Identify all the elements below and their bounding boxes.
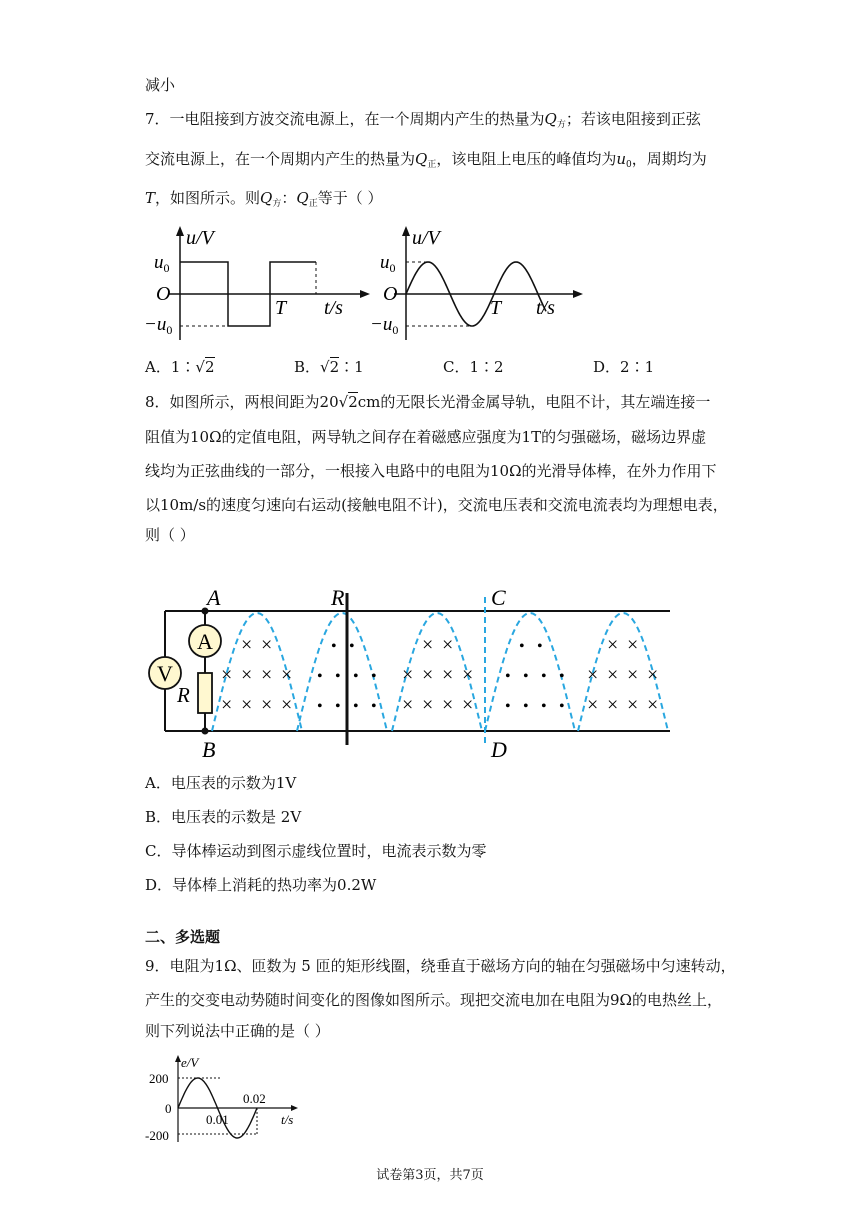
q7-Q-symbol: Q — [544, 110, 557, 128]
q9-line3: 则下列说法中正确的是（ ） — [145, 1022, 330, 1040]
cross-symbol: × — [241, 634, 253, 656]
q7-line2 — [145, 148, 707, 170]
q7-line1-post: ；若该电阻接到正弦 — [565, 110, 701, 128]
u0-main: u — [380, 252, 390, 273]
page-footer: 试卷第3页，共7页 — [376, 1168, 484, 1183]
y-label-200: 200 — [149, 1071, 169, 1086]
t-label-001: 0.01 — [206, 1112, 229, 1127]
square-wave-figure — [140, 222, 370, 342]
emf-graph-figure — [143, 1052, 303, 1144]
label-R-rod: R — [331, 585, 345, 610]
cross-symbol: × — [221, 664, 233, 686]
dot-symbol: • — [541, 698, 547, 715]
neg-u0-main: −u — [370, 314, 393, 335]
dot-symbol: • — [519, 638, 525, 655]
cross-symbol: × — [281, 694, 293, 716]
carryover-text: 减小 — [145, 76, 176, 94]
label-D: D — [491, 737, 507, 760]
dot-symbol: • — [559, 698, 565, 715]
cross-symbol: × — [627, 694, 639, 716]
q7-option-a-radicand: 2 — [204, 358, 215, 376]
t-label-002: 0.02 — [243, 1091, 266, 1106]
q7-line2-mid: ，该电阻上电压的峰值均为 — [436, 150, 617, 168]
cross-symbol: × — [587, 664, 599, 686]
neg-u0-label — [144, 314, 172, 337]
q7-ratio: ： — [281, 189, 297, 207]
dot-symbol: • — [331, 638, 337, 655]
q7-sub-fang: 方 — [556, 120, 566, 130]
dot-symbol: • — [505, 698, 511, 715]
cross-symbol: × — [587, 694, 599, 716]
q7-sub-zheng: 正 — [427, 160, 437, 170]
q8-option-d[interactable]: D．导体棒上消耗的热功率为0.2W — [145, 876, 377, 894]
cross-symbol: × — [627, 634, 639, 656]
origin-label: O — [383, 283, 398, 305]
y-axis-arrow — [176, 226, 184, 236]
cross-symbol: × — [422, 694, 434, 716]
q8-line4: 以10m/s的速度匀速向右运动(接触电阻不计)，交流电压表和交流电流表均为理想电表， — [145, 496, 728, 514]
q8-line5: 则（ ） — [145, 526, 195, 544]
q9-line1: 9．电阻为1Ω、匝数为 5 匝的矩形线圈，绕垂直于磁场方向的轴在匀强磁场中匀速转动， — [145, 957, 736, 975]
T-label: T — [275, 297, 287, 319]
cross-symbol: × — [221, 694, 233, 716]
voltmeter-label: V — [157, 661, 173, 686]
dot-symbol: • — [559, 668, 565, 685]
q7-option-d[interactable]: D．2∶1 — [593, 358, 655, 376]
q8-dist-radicand: 2 — [348, 393, 358, 411]
neg-u0-sub: 0 — [392, 323, 399, 337]
q7-option-b-pre: B． — [294, 358, 321, 376]
cross-symbol: × — [607, 634, 619, 656]
dot-symbol: • — [349, 638, 355, 655]
q7-line2-pre: 交流电源上，在一个周期内产生的热量为 — [145, 150, 416, 168]
label-A: A — [207, 585, 221, 610]
q7-T-symbol: T — [145, 189, 156, 207]
u0-main: u — [154, 252, 164, 273]
q7-line1-pre: 7．一电阻接到方波交流电源上，在一个周期内产生的热量为 — [145, 110, 545, 128]
cross-symbol: × — [281, 664, 293, 686]
q7-option-b[interactable] — [294, 356, 364, 377]
sqrt-icon: √ — [338, 393, 349, 411]
cross-symbol: × — [607, 694, 619, 716]
q7-option-b-post: ∶1 — [339, 358, 364, 376]
rail-circuit-figure — [145, 585, 675, 760]
axis-label-u: u/V — [186, 227, 214, 249]
neg-u0-label — [370, 314, 398, 337]
q7-Q-fang: Q — [260, 189, 273, 207]
dot-symbol: • — [317, 698, 323, 715]
dot-symbol: • — [353, 668, 359, 685]
axis-label-e: e/V — [181, 1055, 199, 1070]
dot-symbol: • — [505, 668, 511, 685]
cross-symbol: × — [627, 664, 639, 686]
cross-symbol: × — [647, 664, 659, 686]
cross-symbol: × — [241, 694, 253, 716]
u0-label — [380, 252, 396, 275]
dot-symbol: • — [537, 638, 543, 655]
t-axis-label: t/s — [281, 1112, 294, 1127]
dot-symbol: • — [541, 668, 547, 685]
q7-line1 — [145, 108, 701, 130]
section-heading: 二、多选题 — [145, 928, 221, 946]
q7-option-a[interactable] — [145, 356, 215, 377]
T-label: T — [490, 297, 502, 319]
q7-line3 — [145, 187, 382, 209]
cross-symbol: × — [422, 634, 434, 656]
q7-Q-zheng: Q — [296, 189, 309, 207]
sine-wave-figure — [368, 222, 583, 342]
label-C: C — [491, 585, 506, 610]
q7-sub-fang-2: 方 — [272, 199, 282, 209]
sqrt-icon: √ — [195, 358, 205, 376]
neg-u0-sub: 0 — [166, 323, 173, 337]
q8-dist-num: 20 — [319, 393, 339, 411]
cross-symbol: × — [261, 694, 273, 716]
q8-line1-pre: 8．如图所示，两根间距为 — [145, 393, 320, 411]
q7-u0-sub: 0 — [626, 160, 632, 170]
dot-symbol: • — [523, 698, 529, 715]
dot-symbol: • — [353, 698, 359, 715]
cross-symbol: × — [442, 694, 454, 716]
u0-sub: 0 — [163, 261, 170, 275]
cross-symbol: × — [261, 634, 273, 656]
q7-option-a-text: A．1∶ — [145, 358, 196, 376]
origin-label: O — [156, 283, 171, 305]
q7-option-c[interactable]: C．1∶2 — [443, 358, 504, 376]
q9-line2: 产生的交变电动势随时间变化的图像如图所示。现把交流电加在电阻为9Ω的电热丝上， — [145, 991, 722, 1009]
y-label-neg200: -200 — [145, 1128, 169, 1143]
dot-symbol: • — [335, 668, 341, 685]
q7-line3-post: 等于（ ） — [317, 189, 383, 207]
q8-option-c[interactable]: C．导体棒运动到图示虚线位置时，电流表示数为零 — [145, 842, 487, 860]
cross-symbol: × — [422, 664, 434, 686]
u0-sub: 0 — [389, 261, 396, 275]
cross-symbol: × — [402, 664, 414, 686]
cross-symbol: × — [647, 694, 659, 716]
resistor-icon — [198, 673, 212, 713]
q7-u0: u — [616, 150, 627, 168]
q8-option-b[interactable]: B．电压表的示数是 2V — [145, 808, 302, 826]
x-axis-arrow — [291, 1105, 298, 1111]
y-label-0: 0 — [165, 1101, 172, 1116]
cross-symbol: × — [402, 694, 414, 716]
axis-label-u: u/V — [412, 227, 440, 249]
x-axis-arrow — [573, 290, 583, 298]
y-axis-arrow — [402, 226, 410, 236]
cross-symbol: × — [607, 664, 619, 686]
q8-line3: 线均为正弦曲线的一部分，一根接入电路中的电阻为10Ω的光滑导体棒，在外力作用下 — [145, 462, 717, 480]
label-B: B — [202, 737, 216, 760]
cross-symbol: × — [261, 664, 273, 686]
q8-dist-unit: cm — [357, 393, 381, 411]
q8-line2: 阻值为10Ω的定值电阻，两导轨之间存在着磁感应强度为1T的匀强磁场，磁场边界虚 — [145, 428, 707, 446]
dot-symbol: • — [371, 698, 377, 715]
q7-sub-zheng-2: 正 — [308, 199, 318, 209]
dot-symbol: • — [371, 668, 377, 685]
cross-symbol: × — [442, 664, 454, 686]
q7-line3-mid: ，如图所示。则 — [155, 189, 261, 207]
cross-symbol: × — [442, 634, 454, 656]
q8-option-a[interactable]: A．电压表的示数为1V — [145, 774, 297, 792]
q7-line2-post: ，周期均为 — [631, 150, 707, 168]
q8-line1 — [145, 391, 710, 412]
field-symbols — [221, 634, 658, 716]
cross-symbol: × — [241, 664, 253, 686]
t-axis-label: t/s — [324, 297, 343, 319]
t-axis-label: t/s — [536, 297, 555, 319]
q7-option-b-radicand: 2 — [329, 358, 340, 376]
cross-symbol: × — [462, 664, 474, 686]
neg-u0-main: −u — [144, 314, 167, 335]
dot-symbol: • — [317, 668, 323, 685]
resistor-label: R — [177, 683, 190, 707]
q7-Q-symbol-2: Q — [415, 150, 428, 168]
ammeter-label: A — [197, 629, 213, 654]
dot-symbol: • — [335, 698, 341, 715]
q8-line1-post: 的无限长光滑金属导轨，电阻不计，其左端连接一 — [380, 393, 711, 411]
sqrt-icon: √ — [320, 358, 330, 376]
cross-symbol: × — [462, 694, 474, 716]
dot-symbol: • — [523, 668, 529, 685]
u0-label — [154, 252, 170, 275]
